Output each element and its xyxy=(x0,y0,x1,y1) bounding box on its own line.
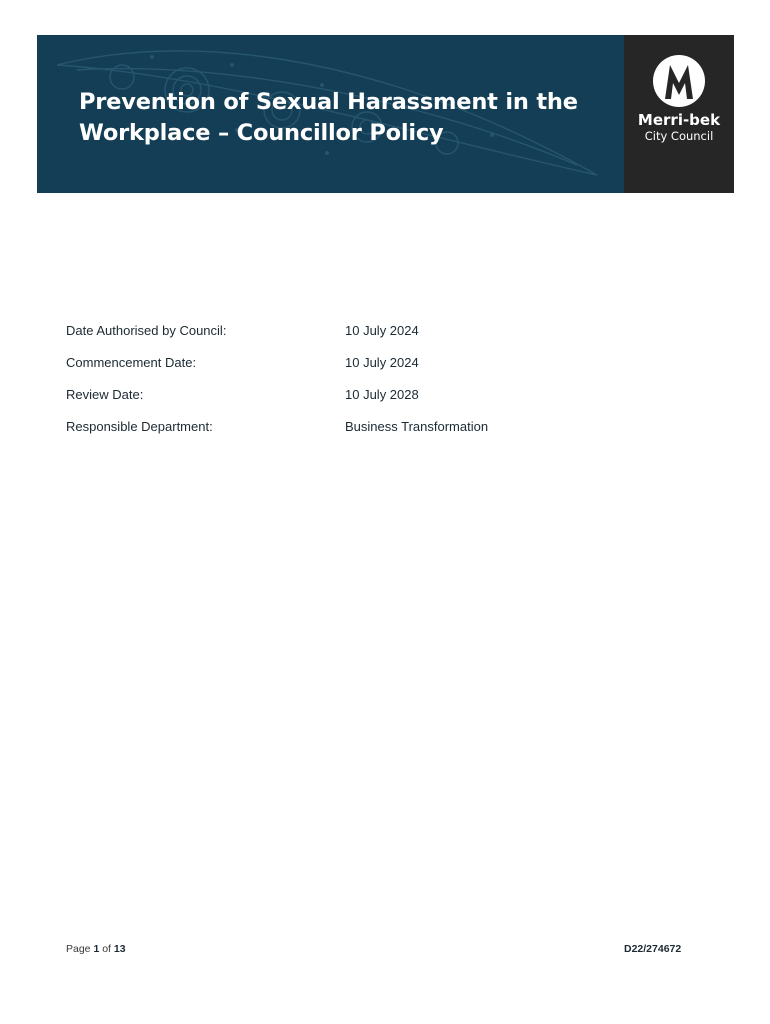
policy-details xyxy=(66,322,686,450)
detail-label: Date Authorised by Council: xyxy=(66,323,227,338)
page-of: of xyxy=(102,943,111,955)
detail-value: 10 July 2024 xyxy=(345,323,419,338)
detail-value: 10 July 2028 xyxy=(345,387,419,402)
page-number xyxy=(66,943,126,955)
page-total: 13 xyxy=(113,943,126,955)
detail-label: Responsible Department: xyxy=(66,419,213,434)
detail-label: Review Date: xyxy=(66,387,144,402)
merri-bek-logo-icon xyxy=(651,53,707,109)
page-prefix: Page xyxy=(66,943,91,955)
page-current: 1 xyxy=(93,943,100,955)
detail-row-date-authorised xyxy=(66,322,686,354)
document-reference: D22/274672 xyxy=(624,943,682,955)
detail-label: Commencement Date: xyxy=(66,355,197,370)
logo-name: Merri-bek xyxy=(637,111,721,129)
title-banner xyxy=(37,35,734,193)
document-title: Prevention of Sexual Harassment in the Workplace – Councillor Policy xyxy=(79,89,578,146)
detail-row-commencement-date xyxy=(66,354,686,386)
detail-row-responsible-department xyxy=(66,418,686,450)
council-logo xyxy=(624,35,734,193)
detail-value: Business Transformation xyxy=(345,419,489,434)
detail-value: 10 July 2024 xyxy=(345,355,419,370)
logo-subname: City Council xyxy=(644,129,714,143)
detail-row-review-date xyxy=(66,386,686,418)
